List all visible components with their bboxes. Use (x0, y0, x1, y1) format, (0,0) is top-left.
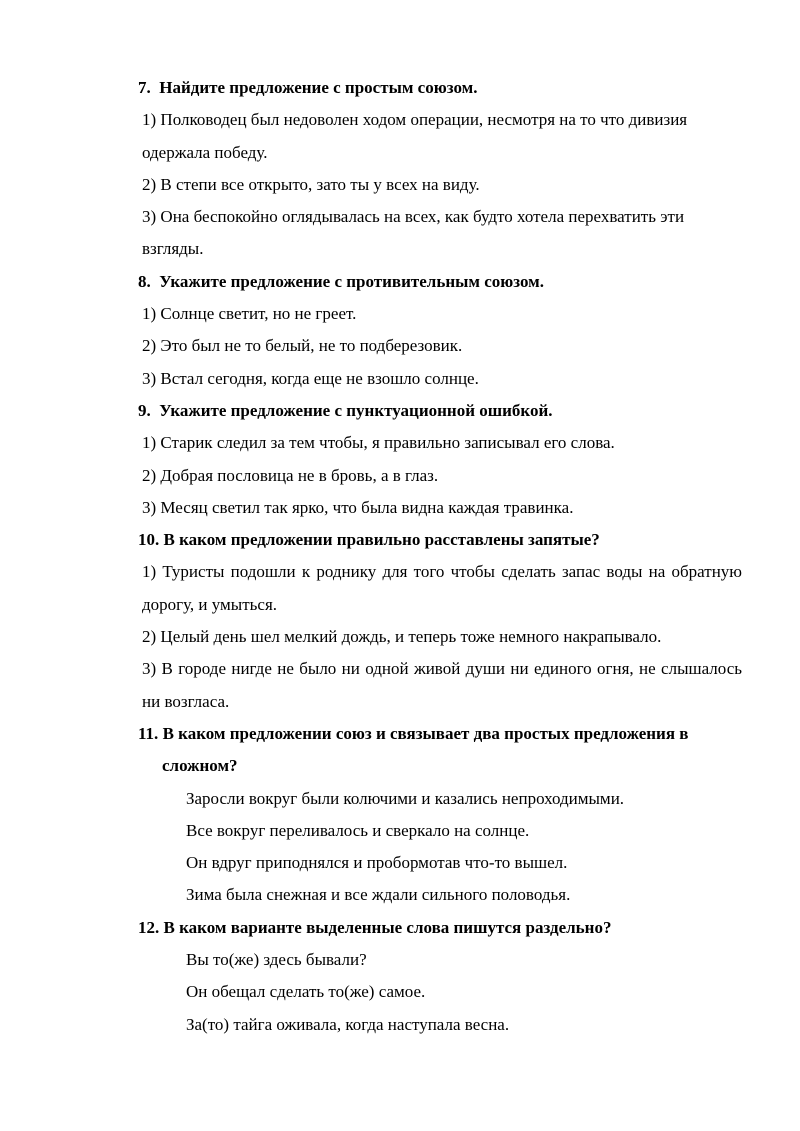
question-11-option-3: Он вдруг приподнялся и пробормотав что-то вышел. (186, 853, 568, 873)
question-10-option-3: 3) В городе нигде не было ни одной живой души ни единого огня, не слышалось ни возгласа. (142, 659, 742, 711)
question-8-heading (138, 266, 742, 298)
question-9-option-3: 3) Месяц светил так ярко, что была видна каждая травинка. (142, 497, 574, 517)
question-12-heading (138, 912, 742, 944)
question-12-option-1: Вы то(же) здесь бывали? (186, 950, 367, 970)
question-9-heading (138, 395, 742, 427)
question-11-option-1: Заросли вокруг были колючими и казались непроходимыми. (186, 788, 625, 808)
question-9-option-1: 1) Старик следил за тем чтобы, я правильно записывал его слова. (142, 433, 615, 453)
question-10-heading (138, 524, 742, 556)
question-8-number: 8. (138, 271, 151, 291)
question-10-number: 10. (138, 530, 160, 550)
question-8-option-3: 3) Встал сегодня, когда еще не взошло солнце. (142, 368, 479, 388)
question-7-option-3: 3) Она беспокойно оглядывалась на всех, как будто хотела перехватить эти взгляды. (142, 207, 685, 259)
question-7-heading (138, 72, 742, 104)
question-10-text: В каком предложении правильно расставлены запятые? (163, 530, 600, 550)
question-9-option-2: 2) Добрая пословица не в бровь, а в глаз. (142, 465, 439, 485)
question-11-option-4: Зима была снежная и все ждали сильного половодья. (186, 885, 571, 905)
question-8-text: Укажите предложение с противительным союзом. (159, 271, 544, 291)
question-9-number: 9. (138, 400, 151, 420)
question-7-option-1: 1) Полководец был недоволен ходом операции, несмотря на то что дивизия одержала победу. (142, 110, 688, 162)
question-12-text: В каком варианте выделенные слова пишутся раздельно? (163, 917, 612, 937)
question-7-text: Найдите предложение с простым союзом. (159, 78, 478, 97)
question-10-option-2: 2) Целый день шел мелкий дождь, и теперь тоже немного накрапывало. (142, 627, 662, 647)
question-12-number: 12. (138, 917, 160, 937)
question-7-option-2: 2) В степи все открыто, зато ты у всех на виду. (142, 174, 480, 194)
question-11-heading (138, 718, 742, 783)
question-11-option-2: Все вокруг переливалось и сверкало на солнце. (186, 820, 530, 840)
question-12-option-2: Он обещал сделать то(же) самое. (186, 982, 426, 1002)
question-9-text: Укажите предложение с пунктуационной ошибкой. (159, 400, 553, 420)
document-content (138, 72, 742, 1041)
question-12-option-3: За(то) тайга оживала, когда наступала весна. (186, 1014, 510, 1034)
question-11-text: В каком предложении союз и связывает два простых предложения в сложном? (162, 723, 689, 776)
question-10-option-1: 1) Туристы подошли к роднику для того чтобы сделать запас воды на обратную дорогу, и умыться. (142, 562, 742, 614)
question-7-number: 7. (138, 78, 151, 97)
question-8-option-1: 1) Солнце светит, но не греет. (142, 304, 357, 324)
question-8-option-2: 2) Это был не то белый, не то подберезовик. (142, 336, 463, 356)
question-11-number: 11. (138, 723, 159, 743)
